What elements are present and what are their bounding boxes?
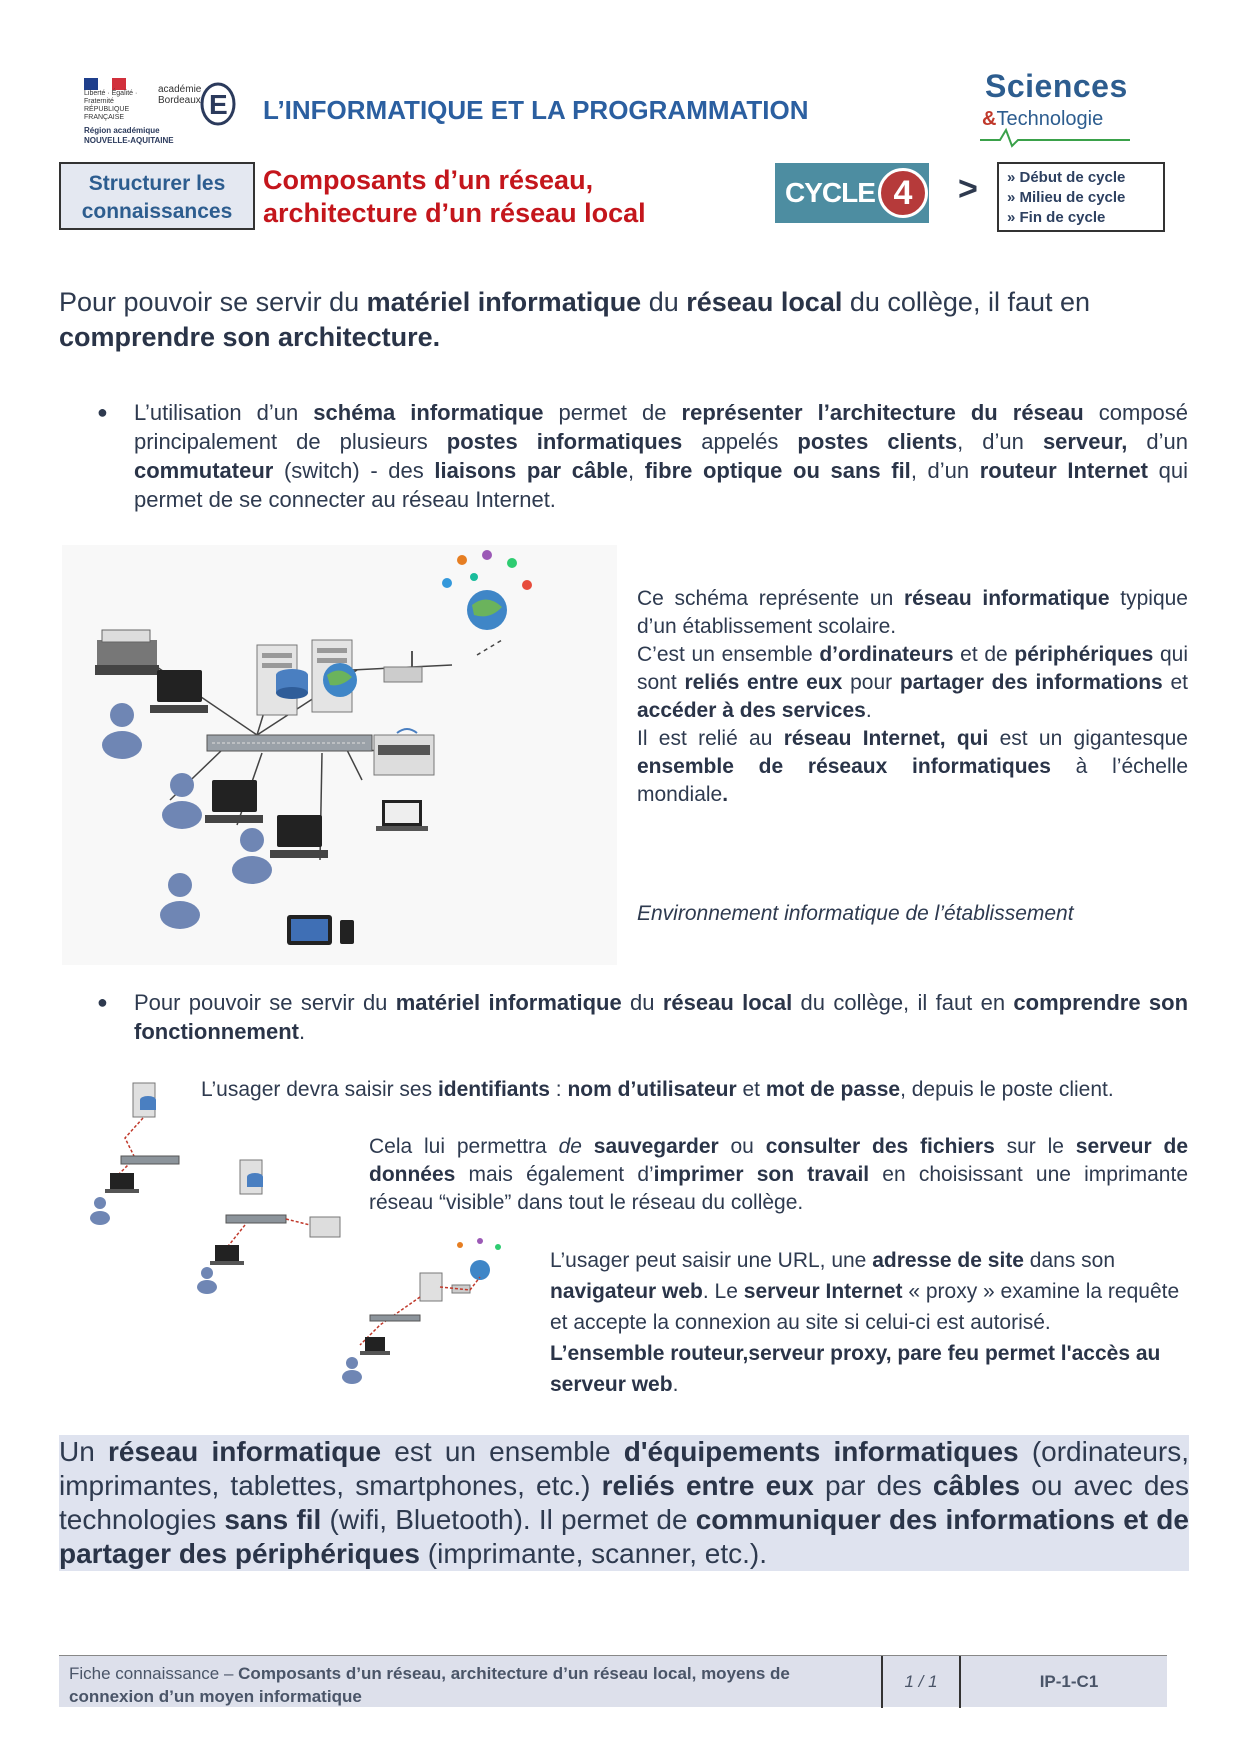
arrow-right-icon: > (958, 170, 978, 208)
fileserver-mini-diagram (190, 1155, 350, 1295)
svg-text:E: E (209, 89, 228, 120)
academie-e-icon (198, 78, 238, 126)
diagram-caption: Environnement informatique de l’établissement (637, 902, 1074, 925)
structurer-connaissances-box: Structurer les connaissances (59, 162, 255, 230)
schema-description: Ce schéma représente un réseau informatique typique d’un établissement scolaire. C’est un ensemble d’ordinateurs et de périphériques qui sont reliés entre eux pour partager des informations et accéder à des services. Il est relié au réseau Internet, qui est un gigantesque ensemble de réseaux informatiques à l’échelle mondiale. (637, 587, 1189, 806)
login-mini-diagram (85, 1078, 180, 1228)
login-step-text: L’usager devra saisir ses identifiants : nom d’utilisateur et mot de passe, depuis le poste client. (201, 1078, 1114, 1101)
laptop-icon (376, 800, 428, 831)
network-diagram (62, 545, 617, 965)
fileserver-step-text: Cela lui permettra de sauvegarder ou consulter des fichiers sur le serveur de données mais également d’imprimer son travail en choisissant une imprimante réseau “visible” dans tout le réseau du collège. (369, 1135, 1189, 1214)
academie-logo: Liberté · Égalité · Fraternité RÉPUBLIQUE FRANÇAISE académie Bordeaux E Région académique NOUVELLE-AQUITAINE (80, 78, 240, 148)
internet-step-text: L’usager peut saisir une URL, une adresse de site dans son navigateur web. Le serveur Internet « proxy » examine la requête et accepte la connexion au site si celui-ci est autorisé. L’ensemble routeur,serveur proxy, pare feu permet l'accès au serveur web. (550, 1249, 1180, 1396)
academie-bordeaux-text: académie Bordeaux (158, 84, 202, 106)
page-footer (59, 1655, 1167, 1707)
architecture-bullet: L’utilisation d’un schéma informatique permet de représenter l’architecture du réseau composé principalement de plusieurs postes informatiques appelés postes clients, d’un serveur, d’un commutateur (switch) - des liaisons par câble, fibre optique ou sans fil, d’un routeur Internet qui permet de se connecter au réseau Internet. (134, 400, 1189, 512)
intro-paragraph: Pour pouvoir se servir du matériel informatique du réseau local du collège, il faut en comprendre son architecture. (59, 287, 1091, 352)
switch-icon (207, 735, 372, 751)
fonctionnement-bullet: Pour pouvoir se servir du matériel informatique du réseau local du collège, il faut en comprendre son fonctionnement. (134, 990, 1189, 1044)
scanner-printer-icon (374, 729, 434, 775)
printer-icon (95, 630, 159, 675)
bullet-icon: ● (97, 992, 108, 1012)
internet-server-icon (312, 640, 357, 712)
sciences-technologie-logo: Sciences &Technologie (980, 68, 1140, 148)
bullet-icon: ● (97, 402, 108, 422)
page-number: 1 / 1 (881, 1656, 961, 1708)
footer-title: Fiche connaissance – Composants d’un réseau, architecture d’un réseau local, moyens de connexion d’un moyen informatique (69, 1664, 790, 1706)
definition-box: Un réseau informatique est un ensemble d'équipements informatiques (ordinateurs, imprimantes, tablettes, smartphones, etc.) reliés entre eux par des câbles ou avec des technologies sans fil (wifi, Bluetooth). Il permet de communiquer des informations et de partager des périphériques (imprimante, scanner, etc.). (59, 1436, 1189, 1569)
internet-mini-diagram (340, 1235, 515, 1385)
cycle-4-badge: CYCLE 4 (775, 163, 929, 223)
sheet-subtitle: Composants d’un réseau, architecture d’un réseau local (263, 165, 646, 228)
page-title: L’INFORMATIQUE ET LA PROGRAMMATION (263, 95, 809, 125)
french-flag-icon (84, 78, 128, 90)
heartbeat-line-icon (980, 126, 1140, 148)
sheet-code: IP-1-C1 (1039, 1672, 1099, 1691)
cycle-stage-box: » Début de cycle » Milieu de cycle » Fin de cycle (997, 162, 1165, 232)
